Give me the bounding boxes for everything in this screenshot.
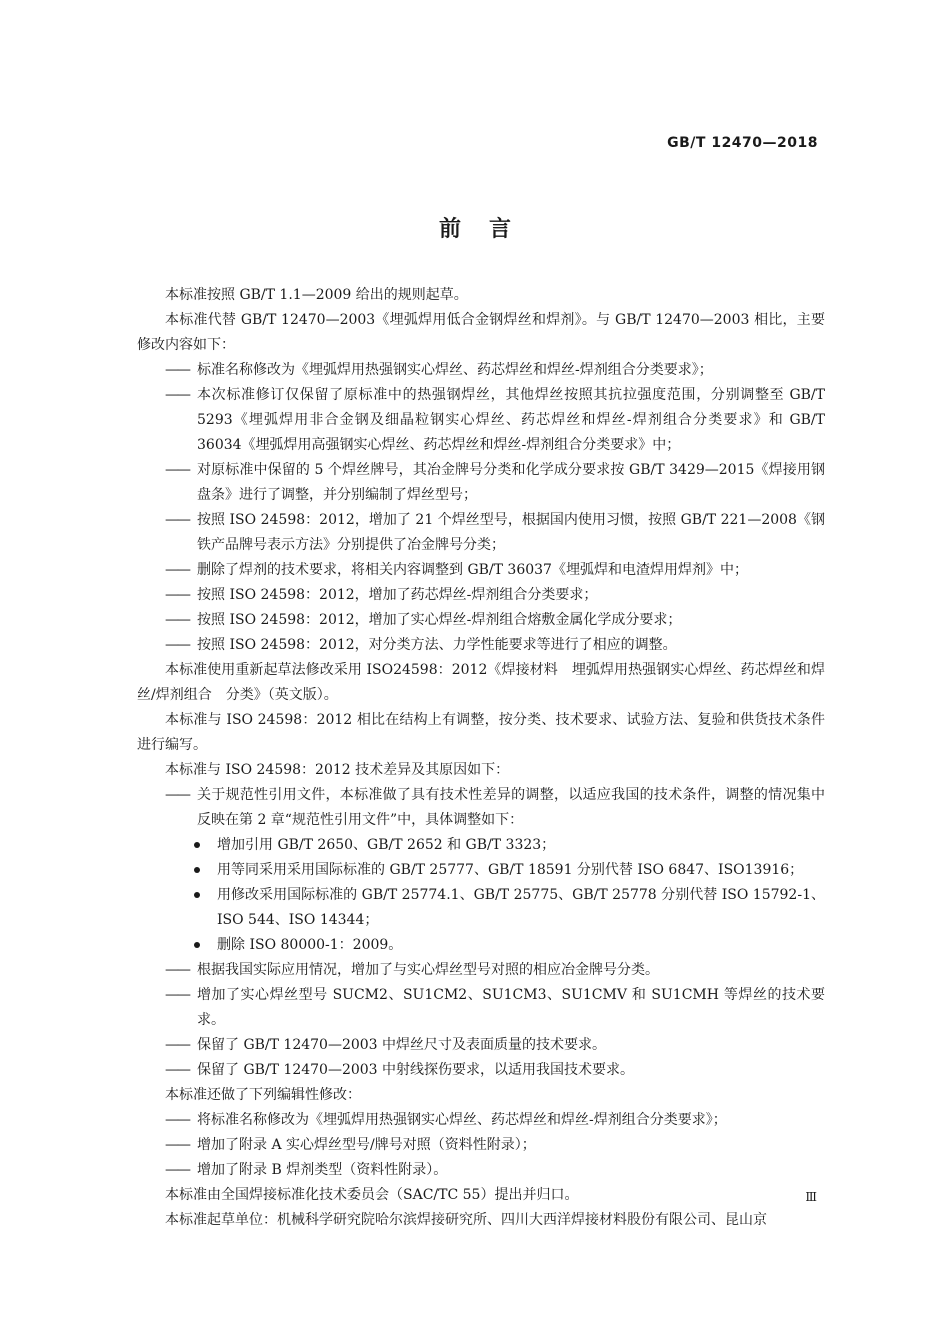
- dash-mark: ——: [165, 1037, 189, 1053]
- dash-list-item: [137, 558, 825, 583]
- dash-item-text: 按照 ISO 24598：2012，对分类方法、力学性能要求等进行了相应的调整。: [197, 637, 677, 653]
- dash-list-item: [137, 958, 825, 983]
- bullet-dot-icon: [194, 892, 200, 898]
- dash-mark: ——: [165, 1062, 189, 1078]
- paragraph: 本标准与 ISO 24598：2012 技术差异及其原因如下：: [165, 762, 510, 778]
- bullet-item-text: 用修改采用国际标准的 GB/T 25774.1、GB/T 25775、GB/T 25778 分别代替 ISO 15792-1、ISO 544、ISO 14344；: [217, 887, 825, 928]
- dash-item-text: 保留了 GB/T 12470—2003 中焊丝尺寸及表面质量的技术要求。: [197, 1037, 607, 1053]
- dash-item-text: 按照 ISO 24598：2012，增加了 21 个焊丝型号，根据国内使用习惯，按照 GB/T 221—2008《钢铁产品牌号表示方法》分别提供了冶金牌号分类；: [197, 512, 825, 553]
- paragraph: 本标准代替 GB/T 12470—2003《埋弧焊用低合金钢焊丝和焊剂》。与 GB/T 12470—2003 相比，主要修改内容如下：: [137, 312, 825, 353]
- dash-list-item: [137, 458, 825, 508]
- bullet-item-text: 增加引用 GB/T 2650、GB/T 2652 和 GB/T 3323；: [217, 837, 556, 853]
- paragraph: 本标准还做了下列编辑性修改：: [165, 1087, 361, 1103]
- dash-mark: ——: [165, 612, 189, 628]
- dash-item-text: 保留了 GB/T 12470—2003 中射线探伤要求，以适用我国技术要求。: [197, 1062, 635, 1078]
- dash-list-item: [137, 983, 825, 1033]
- dash-item-text: 本次标准修订仅保留了原标准中的热强钢焊丝，其他焊丝按照其抗拉强度范围，分别调整至 GB/T 5293《埋弧焊用非合金钢及细晶粒钢实心焊丝、药芯焊丝和焊丝-焊剂组合分类要求》和 GB/T 36034《埋弧焊用高强钢实心焊丝、药芯焊丝和焊丝-焊剂组合分类要求》中；: [197, 387, 825, 453]
- dash-mark: ——: [165, 1162, 189, 1178]
- dash-item-text: 删除了焊剂的技术要求，将相关内容调整到 GB/T 36037《埋弧焊和电渣焊用焊剂》中；: [197, 562, 748, 578]
- bullet-list-item: [137, 883, 825, 933]
- bullet-dot-icon: [194, 842, 200, 848]
- dash-list-item: [137, 783, 825, 833]
- dash-mark: ——: [165, 987, 189, 1003]
- dash-mark: ——: [165, 387, 189, 403]
- paragraph: 本标准按照 GB/T 1.1—2009 给出的规则起草。: [165, 287, 468, 303]
- dash-item-text: 标准名称修改为《埋弧焊用热强钢实心焊丝、药芯焊丝和焊丝-焊剂组合分类要求》；: [197, 362, 713, 378]
- dash-list-item: [137, 508, 825, 558]
- dash-item-text: 根据我国实际应用情况，增加了与实心焊丝型号对照的相应冶金牌号分类。: [197, 962, 659, 978]
- dash-mark: ——: [165, 962, 189, 978]
- dash-mark: ——: [165, 1137, 189, 1153]
- dash-mark: ——: [165, 512, 189, 528]
- bullet-dot-icon: [194, 867, 200, 873]
- bullet-list-item: [137, 858, 825, 883]
- bullet-dot-icon: [194, 942, 200, 948]
- dash-mark: ——: [165, 562, 189, 578]
- standard-code: GB/T 12470—2018: [667, 135, 818, 151]
- dash-list-item: [137, 1033, 825, 1058]
- dash-item-text: 增加了附录 A 实心焊丝型号/牌号对照（资料性附录）；: [197, 1137, 536, 1153]
- dash-list-item: [137, 608, 825, 633]
- dash-list-item: [137, 1058, 825, 1083]
- dash-item-text: 增加了实心焊丝型号 SUCM2、SU1CM2、SU1CM3、SU1CMV 和 SU1CMH 等焊丝的技术要求。: [197, 987, 825, 1028]
- dash-mark: ——: [165, 1112, 189, 1128]
- dash-item-text: 对原标准中保留的 5 个焊丝牌号，其冶金牌号分类和化学成分要求按 GB/T 3429—2015《焊接用钢盘条》进行了调整，并分别编制了焊丝型号；: [197, 462, 825, 503]
- dash-list-item: [137, 383, 825, 458]
- dash-item-text: 按照 ISO 24598：2012，增加了药芯焊丝-焊剂组合分类要求；: [197, 587, 598, 603]
- dash-list-item: [137, 358, 825, 383]
- paragraph: 本标准使用重新起草法修改采用 ISO24598：2012《焊接材料 埋弧焊用热强钢实心焊丝、药芯焊丝和焊丝/焊剂组合 分类》（英文版）。: [137, 662, 825, 703]
- dash-item-text: 将标准名称修改为《埋弧焊用热强钢实心焊丝、药芯焊丝和焊丝-焊剂组合分类要求》；: [197, 1112, 727, 1128]
- document-body: [137, 283, 825, 1233]
- dash-list-item: [137, 1108, 825, 1133]
- page-title: 前言: [438, 217, 539, 242]
- bullet-item-text: 用等同采用采用国际标准的 GB/T 25777、GB/T 18591 分别代替 ISO 6847、ISO13916；: [217, 862, 804, 878]
- dash-item-text: 增加了附录 B 焊剂类型（资料性附录）。: [197, 1162, 448, 1178]
- dash-mark: ——: [165, 587, 189, 603]
- dash-item-text: 关于规范性引用文件，本标准做了具有技术性差异的调整，以适应我国的技术条件，调整的情况集中反映在第 2 章“规范性引用文件”中，具体调整如下：: [197, 787, 825, 828]
- bullet-list-item: [137, 833, 825, 858]
- dash-list-item: [137, 1158, 825, 1183]
- dash-list-item: [137, 633, 825, 658]
- dash-mark: ——: [165, 362, 189, 378]
- page-number: Ⅲ: [805, 1190, 817, 1204]
- paragraph: 本标准由全国焊接标准化技术委员会（SAC/TC 55）提出并归口。: [165, 1187, 579, 1203]
- dash-mark: ——: [165, 637, 189, 653]
- paragraph: 本标准起草单位：机械科学研究院哈尔滨焊接研究所、四川大西洋焊接材料股份有限公司、昆山京: [165, 1212, 767, 1228]
- dash-item-text: 按照 ISO 24598：2012，增加了实心焊丝-焊剂组合熔敷金属化学成分要求；: [197, 612, 682, 628]
- dash-list-item: [137, 1133, 825, 1158]
- bullet-item-text: 删除 ISO 80000-1：2009。: [217, 937, 403, 953]
- dash-list-item: [137, 583, 825, 608]
- dash-mark: ——: [165, 462, 189, 478]
- dash-mark: ——: [165, 787, 189, 803]
- paragraph: 本标准与 ISO 24598：2012 相比在结构上有调整，按分类、技术要求、试验方法、复验和供货技术条件进行编写。: [137, 712, 825, 753]
- bullet-list-item: [137, 933, 825, 958]
